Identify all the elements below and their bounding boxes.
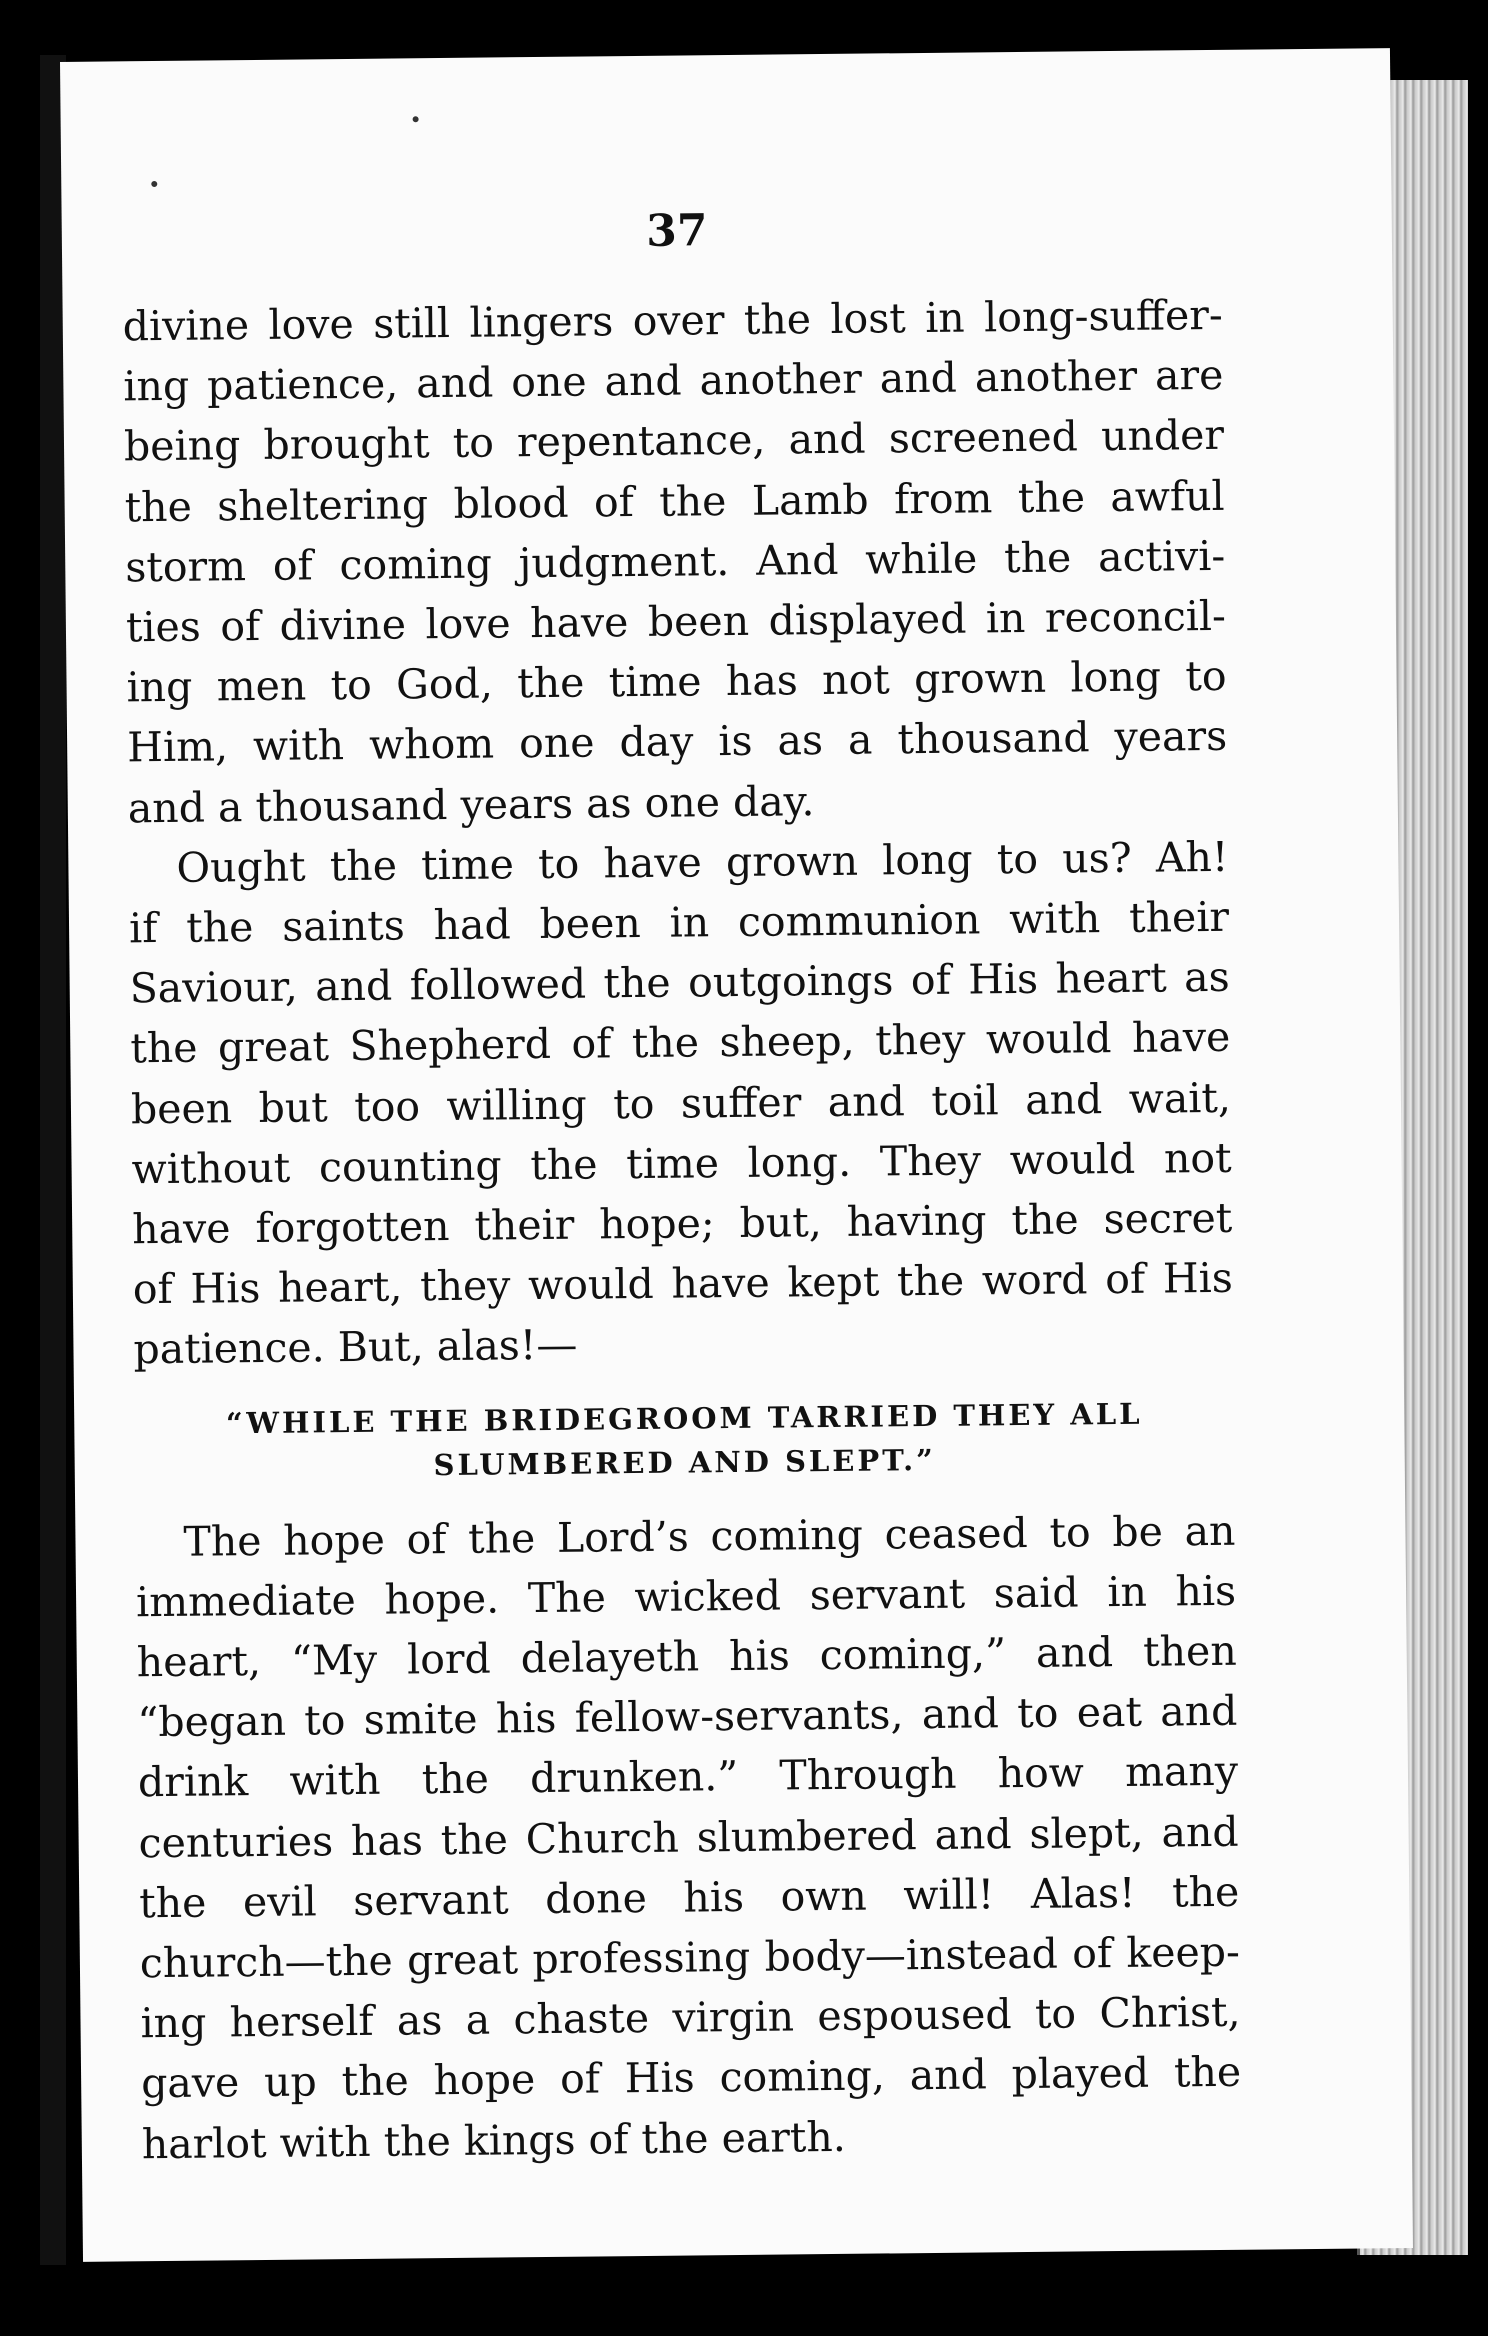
text-line: without counting the time long. They would not [131,1133,1232,1194]
text-line: Ought the time to have grown long to us? Ah! [176,832,1229,892]
text-line: ing herself as a chaste virgin espoused to Christ, [140,1988,1241,2048]
text-line: immediate hope. The wicked servant said in his [135,1566,1237,1627]
book-spine-shadow [40,55,66,2265]
text-line: ties of divine love have been displayed in reconcil- [125,591,1227,652]
text-line: being brought to repentance, and screened under [123,411,1225,471]
text-line: of His heart, they would have kept the word of His [132,1254,1234,1314]
text-line: have forgotten their hope; but, having the secret [131,1193,1233,1254]
text-line: storm of coming judgment. And while the activi- [125,531,1226,592]
text-line: ing men to God, the time has not grown long to [126,652,1227,712]
text-line: gave up the hope of His coming, and played the [140,2048,1242,2108]
ink-speck [151,181,157,187]
text-line: Saviour, and followed the outgoings of His heart as [129,953,1230,1013]
ink-speck [413,116,419,122]
text-line: church—the great professing body—instead of keep- [139,1927,1241,1988]
text-line: heart, “My lord delayeth his coming,” and then [136,1626,1237,1687]
paragraph-1 [122,285,1228,838]
text-line: ing patience, and one and another and another are [123,351,1224,411]
text-line: the great Shepherd of the sheep, they would have [130,1013,1231,1073]
text-line: Him, with whom one day is as a thousand years [126,712,1228,772]
text-line: centuries has the Church slumbered and slept, and [138,1807,1239,1867]
text-line: drink with the drunken.” Through how many [137,1747,1239,1807]
text-line: and a thousand years as one day. [127,776,815,832]
text-line: harlot with the kings of the earth. [141,2112,847,2168]
text-line: the sheltering blood of the Lamb from the awful [124,471,1225,531]
text-line: the evil servant done his own will! Alas! the [139,1867,1240,1928]
text-line: “began to smite his fellow-servants, and to eat and [137,1687,1238,1747]
heading-line: SLUMBERED AND SLEPT.” [433,1442,937,1482]
paragraph-3 [135,1500,1242,2174]
page-number: 37 [645,205,708,257]
heading-line: “WHILE THE BRIDEGROOM TARRIED THEY ALL [225,1396,1143,1440]
section-heading [134,1390,1235,1490]
text-line: The hope of the Lord’s coming ceased to be an [183,1506,1236,1566]
text-line: divine love still lingers over the lost in long-suffer- [122,290,1223,351]
text-line: if the saints had been in communion with their [128,892,1230,953]
text-line: patience. But, alas!— [133,1321,578,1374]
book-page [60,48,1413,2262]
paragraph-2 [128,827,1234,1380]
text-line: been but too willing to suffer and toil and wait, [130,1073,1232,1133]
page-body [122,285,1242,2174]
